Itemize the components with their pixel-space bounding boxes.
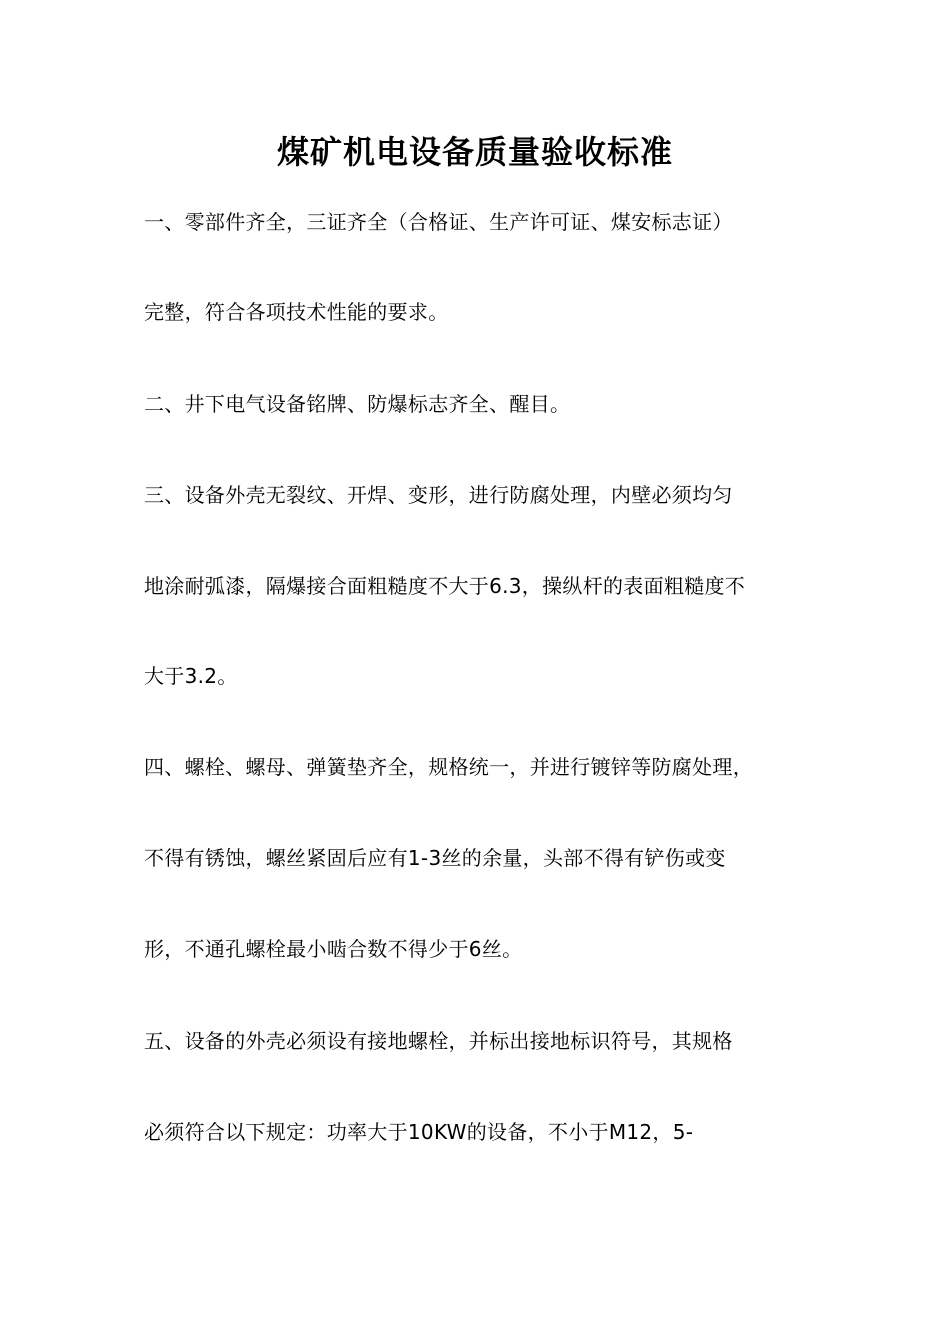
text-line: 不得有锈蚀，螺丝紧固后应有1-3丝的余量，头部不得有铲伤或变: [144, 846, 726, 870]
text-line: 形，不通孔螺栓最小啮合数不得少于6丝。: [144, 937, 523, 961]
text-line: 五、设备的外壳必须设有接地螺栓，并标出接地标识符号，其规格: [144, 1029, 733, 1053]
document-title: 煤矿机电设备质量验收标准: [276, 133, 673, 171]
text-line: 大于3.2。: [144, 664, 238, 688]
text-line: 完整，符合各项技术性能的要求。: [144, 300, 449, 324]
text-line: 一、零部件齐全，三证齐全（合格证、生产许可证、煤安标志证）: [144, 210, 733, 234]
text-line: 三、设备外壳无裂纹、开焊、变形，进行防腐处理，内壁必须均匀: [144, 483, 733, 507]
text-line: 地涂耐弧漆，隔爆接合面粗糙度不大于6.3，操纵杆的表面粗糙度不: [144, 574, 746, 598]
text-line: 二、井下电气设备铭牌、防爆标志齐全、醒目。: [144, 392, 571, 416]
text-line: 四、螺栓、螺母、弹簧垫齐全，规格统一，并进行镀锌等防腐处理，: [144, 755, 753, 779]
text-line: 必须符合以下规定：功率大于10KW的设备，不小于M12，5-: [144, 1120, 694, 1144]
